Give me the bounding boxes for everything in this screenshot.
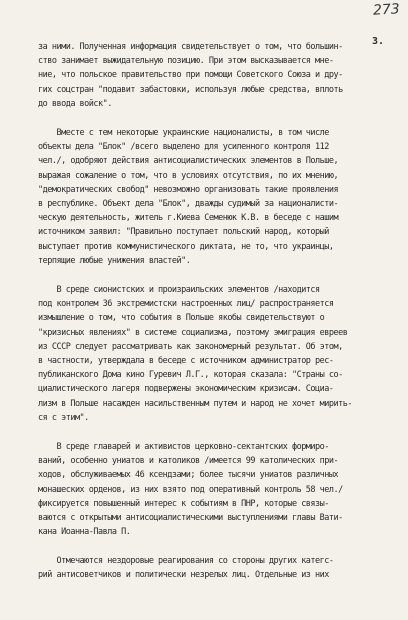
- text-line: лизм в Польше насажден насильственным путем и народ не хочет мирить-: [38, 398, 352, 409]
- text-line: чел./, одобряют действия антисоциалистических элементов в Польше,: [38, 156, 339, 167]
- archive-page-number: 273: [372, 1, 401, 19]
- text-line: кана Иоанна-Павла П.: [38, 527, 131, 538]
- text-line: терпящие любые унижения властей".: [38, 255, 191, 266]
- text-line: под контролем 36 экстремистски настроенных лиц/ распространяется: [38, 299, 334, 310]
- text-line: публиканского Дома кино Гуревич Л.Г., которая сказала: "Страны со-: [38, 370, 343, 381]
- paragraph-3: [38, 283, 390, 425]
- paragraph-2: [38, 126, 390, 268]
- text-line: В среде главарей и активистов церковно-сектантских формиро-: [38, 442, 329, 453]
- text-line: гих соцстран "подавит забастовки, используя любые средства, вплоть: [38, 84, 343, 95]
- text-line: в республике. Объект дела "Блок", дважды судимый за националисти-: [38, 199, 339, 210]
- text-line: за ними. Полученная информация свидетельствует о том, что большин-: [38, 42, 343, 52]
- text-line: рий антисоветчиков и политически незрелых лиц. Отдельные из них: [38, 569, 329, 580]
- text-line: ся с этим".: [38, 412, 89, 423]
- text-line: выражая сожаление о том, что в условиях отсутствия, по их мнению,: [38, 170, 339, 181]
- document-body: [38, 40, 390, 582]
- text-line: до ввода войск".: [38, 98, 112, 109]
- text-line: из СССР следует рассматривать как закономерный результат. Об этом,: [38, 341, 343, 352]
- text-line: В среде сионистских и произраильских элементов /находится: [38, 285, 320, 296]
- paragraph-4: [38, 440, 390, 539]
- text-line: ваний, особенно униатов и католиков /имеется 99 католических при-: [38, 456, 339, 467]
- text-line: Вместе с тем некоторые украинские националисты, в том числе: [38, 128, 329, 139]
- text-line: монашеских орденов, из них взято под оперативный контроль 58 чел./: [38, 484, 343, 495]
- paragraph-1: [38, 40, 390, 111]
- paragraph-5: [38, 554, 390, 582]
- text-line: измышление о том, что события в Польше якобы свидетельствуют о: [38, 313, 325, 324]
- text-line: "кризисных явлениях" в системе социализма, поэтому эмиграция евреев: [38, 327, 348, 338]
- text-line: выступает против коммунистического диктата, не то, что украинцы,: [38, 241, 334, 252]
- text-line: "демократических свобод" невозможно организовать такие проявления: [38, 184, 339, 195]
- text-line: циалистического лагеря подвержены экономическим кризисам. Социа-: [38, 384, 334, 395]
- text-line: объекты дела "Блок" /всего выделено для усиленного контроля 112: [38, 142, 329, 153]
- text-line: ходов, обслуживаемых 46 ксендзами; более тысячи униатов различных: [38, 470, 339, 481]
- text-line: ческую деятельность, житель г.Киева Семенюк К.В. в беседе с нашим: [38, 213, 339, 224]
- text-line: ние, что польское правительство при помощи Советского Союза и дру-: [38, 70, 343, 81]
- text-line: Отмечаются нездоровые реагирования со стороны других категс-: [38, 555, 334, 566]
- text-line: фиксируется повышенный интерес к событиям в ПНР, которые связы-: [38, 498, 329, 509]
- text-line: ство занимает выжидательную позицию. При этом высказывается мне-: [38, 56, 334, 67]
- text-line: ваются с открытыми антисоциалистическими выступлениями главы Вати-: [38, 513, 343, 524]
- text-line: в частности, утверждала в беседе с источником администратор рес-: [38, 356, 334, 367]
- page-number: 3.: [371, 36, 384, 47]
- text-line: источником заявил: "Правильно поступает польский народ, который: [38, 227, 329, 238]
